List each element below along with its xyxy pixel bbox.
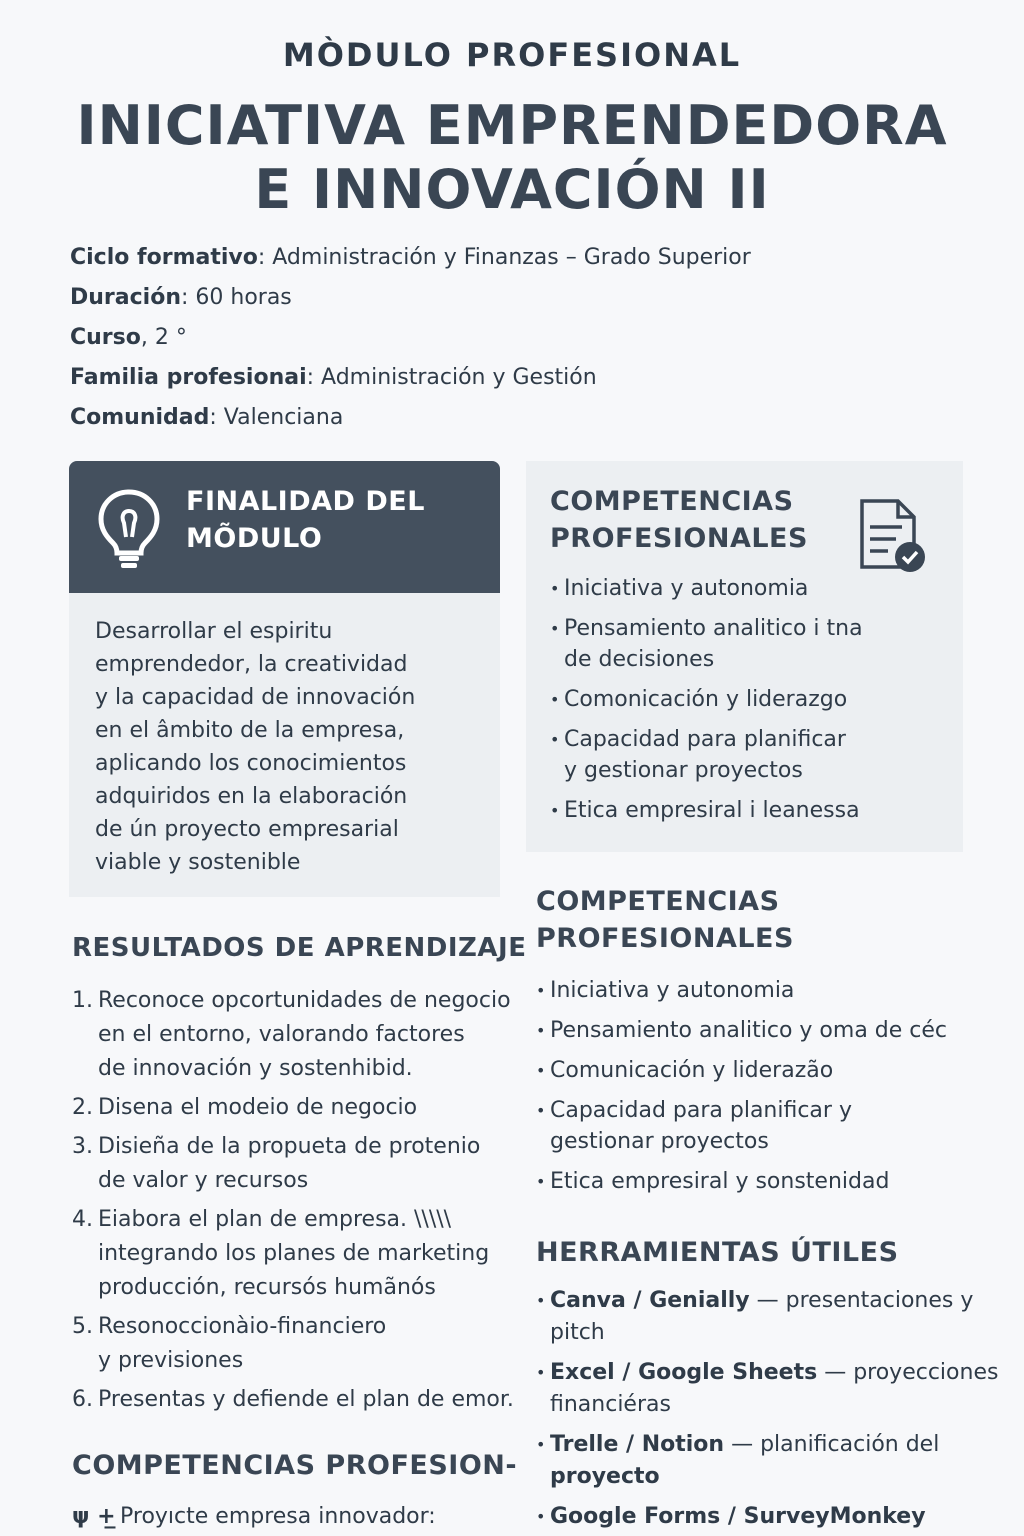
list-item-text: gestionar proyectos xyxy=(550,1129,769,1154)
item-text: Eiabora el plan de empresa. \\\\\ xyxy=(98,1207,452,1232)
list-item xyxy=(72,1203,524,1305)
list-item-text: • Iniciativa y autonomia xyxy=(564,576,809,601)
tool-desc: pitch xyxy=(550,1320,605,1345)
meta-label: Familia profesionai xyxy=(70,365,307,390)
tool-name: Google Forms / SurveyMonkey xyxy=(550,1504,926,1529)
list-item xyxy=(72,1130,524,1198)
tool-desc: financiéras xyxy=(550,1392,671,1417)
list-item xyxy=(550,613,950,675)
meta-label: Comunidad xyxy=(70,405,210,430)
list-item-text: • Iniciativa y autonomia xyxy=(550,978,795,1003)
list-item-text: • Capacidad para planificar xyxy=(564,727,846,752)
finalidad-line: y la capacidad de innovación xyxy=(95,685,416,710)
finalidad-line: aplicando los conocimientos xyxy=(95,751,407,776)
tool-name: Canva / Genially xyxy=(550,1288,750,1313)
list-item xyxy=(536,1015,1006,1046)
item-text: en el entorno, valorando factores xyxy=(98,1022,465,1047)
list-item xyxy=(72,1310,524,1378)
finalidad-line: Desarrollar el espiritu xyxy=(95,619,333,644)
meta-value: : Administración y Gestión xyxy=(306,365,597,390)
competencias-right-list xyxy=(536,975,1006,1197)
competencias-card-title xyxy=(550,483,808,557)
meta-row-duracion xyxy=(70,278,751,318)
finalidad-text xyxy=(69,593,500,879)
meta-row-curso xyxy=(70,318,751,358)
finalidad-line: en el âmbito de la empresa, xyxy=(95,718,405,743)
item-text: de valor y recursos xyxy=(98,1168,309,1193)
document-check-icon xyxy=(856,497,930,577)
list-item xyxy=(536,1285,1006,1349)
herramientas-list xyxy=(536,1285,1006,1533)
meta-value: , 2 ° xyxy=(140,325,187,350)
herramientas-section xyxy=(536,1234,1006,1536)
module-kicker: MÒDULO PROFESIONAL xyxy=(282,36,742,74)
plant-plus-icon: ψ +̲ xyxy=(72,1504,116,1529)
list-item xyxy=(536,1429,1006,1493)
proyecto-text: Proyıcte empresa innovador: xyxy=(120,1504,436,1529)
finalidad-title xyxy=(186,483,425,557)
lightbulb-icon xyxy=(95,487,163,571)
list-item xyxy=(550,795,950,826)
list-item xyxy=(550,724,950,786)
item-text: integrando los planes de marketing xyxy=(98,1241,490,1266)
competencias-right-title xyxy=(536,883,1006,957)
tool-desc: — proyecciones xyxy=(817,1360,999,1385)
title-line-2: E INNOVACIÓN II xyxy=(254,158,770,221)
item-number: 5. xyxy=(72,1314,93,1339)
list-item xyxy=(550,573,950,604)
item-text: Reconoce opcortunidades de negocio xyxy=(98,988,511,1013)
meta-label: Curso xyxy=(70,325,141,350)
list-item xyxy=(536,1357,1006,1421)
meta-value: : Administración y Finanzas – Grado Superior xyxy=(257,245,751,270)
list-item-text: • Pensamiento analitico i tna xyxy=(564,616,863,641)
tool-name: Excel / Google Sheets xyxy=(550,1360,818,1385)
item-number: 1. xyxy=(72,988,93,1013)
meta-row-familia xyxy=(70,358,751,398)
item-number: 2. xyxy=(72,1095,93,1120)
tool-desc: — planificación del xyxy=(724,1432,940,1457)
list-item xyxy=(536,1095,1006,1157)
meta-label: Duración xyxy=(70,285,181,310)
list-item xyxy=(536,1166,1006,1197)
item-number: 3. xyxy=(72,1134,93,1159)
item-text: producción, recursós humãnós xyxy=(98,1275,436,1300)
finalidad-line: viable y sostenible xyxy=(95,850,301,875)
list-item-text: y gestionar proyectos xyxy=(564,758,803,783)
herramientas-title: HERRAMIENTAS ÚTILES xyxy=(536,1237,899,1268)
tool-desc: — presentaciones y xyxy=(749,1288,974,1313)
meta-label: Ciclo formativo xyxy=(70,245,258,270)
list-item-text: • Etica empresiral i leanessa xyxy=(564,798,860,823)
list-item xyxy=(536,1501,1006,1533)
competencias-left-title: COMPETENCIAS PROFESION- xyxy=(72,1450,518,1481)
meta-value: : 60 horas xyxy=(180,285,292,310)
item-text: de innovación y sostenhibid. xyxy=(98,1056,413,1081)
title-line-1: INICIATIVA EMPRENDEDORA xyxy=(76,94,948,157)
competencias-card xyxy=(526,461,963,852)
competencias-right-section xyxy=(536,883,1006,1206)
finalidad-title-line-1: FINALIDAD DEL xyxy=(186,486,425,517)
page-header xyxy=(0,36,1024,222)
competencias-right-title-line-1: COMPETENCIAS xyxy=(536,886,780,917)
item-number: 6. xyxy=(72,1387,93,1412)
list-item-text: • Capacidad para planificar y xyxy=(550,1098,852,1123)
tool-desc: proyecto xyxy=(550,1464,660,1489)
finalidad-line: emprendedor, la creatividad xyxy=(95,652,408,677)
proyecto-line xyxy=(72,1500,436,1534)
finalidad-title-line-2: MÕDULO xyxy=(186,523,323,554)
resultados-section xyxy=(72,930,527,1422)
list-item xyxy=(550,684,950,715)
finalidad-line: adquiridos en la elaboración xyxy=(95,784,408,809)
module-meta xyxy=(70,238,751,438)
item-text: y previsiones xyxy=(98,1348,244,1373)
list-item xyxy=(72,1383,524,1417)
competencias-left-section xyxy=(72,1447,517,1484)
list-item-text: • Comonicación y liderazgo xyxy=(564,687,848,712)
finalidad-card-header xyxy=(69,461,500,593)
item-text: Presentas y defiende el plan de emor. xyxy=(98,1387,514,1412)
list-item xyxy=(72,1091,524,1125)
item-text: Disena el modeio de negocio xyxy=(98,1095,418,1120)
resultados-title: RESULTADOS DE APRENDIZAJE xyxy=(72,933,527,963)
tool-name: Trelle / Notion xyxy=(550,1432,725,1457)
list-item-text: • Pensamiento analitico y oma de céc xyxy=(550,1018,948,1043)
item-number: 4. xyxy=(72,1207,93,1232)
list-item xyxy=(72,984,524,1086)
meta-row-ciclo xyxy=(70,238,751,278)
meta-row-comunidad xyxy=(70,398,751,438)
competencias-title-line-2: PROFESIONALES xyxy=(550,523,808,554)
finalidad-line: de ún proyecto empresarial xyxy=(95,817,399,842)
meta-value: : Valenciana xyxy=(209,405,344,430)
page-title xyxy=(0,94,1024,222)
list-item xyxy=(536,1055,1006,1086)
competencias-right-title-line-2: PROFESIONALES xyxy=(536,923,794,954)
competencias-card-list xyxy=(550,573,950,835)
resultados-list xyxy=(72,984,524,1417)
list-item-text: de decisiones xyxy=(564,647,715,672)
item-text: Disieña de la propueta de protenio xyxy=(98,1134,481,1159)
competencias-title-line-1: COMPETENCIAS xyxy=(550,486,794,517)
list-item-text: • Etica empresiral y sonstenidad xyxy=(550,1169,890,1194)
item-text: Resonoccionàio-financiero xyxy=(98,1314,387,1339)
list-item xyxy=(536,975,1006,1006)
list-item-text: • Comunicación y liderazão xyxy=(550,1058,834,1083)
finalidad-card xyxy=(69,461,500,897)
